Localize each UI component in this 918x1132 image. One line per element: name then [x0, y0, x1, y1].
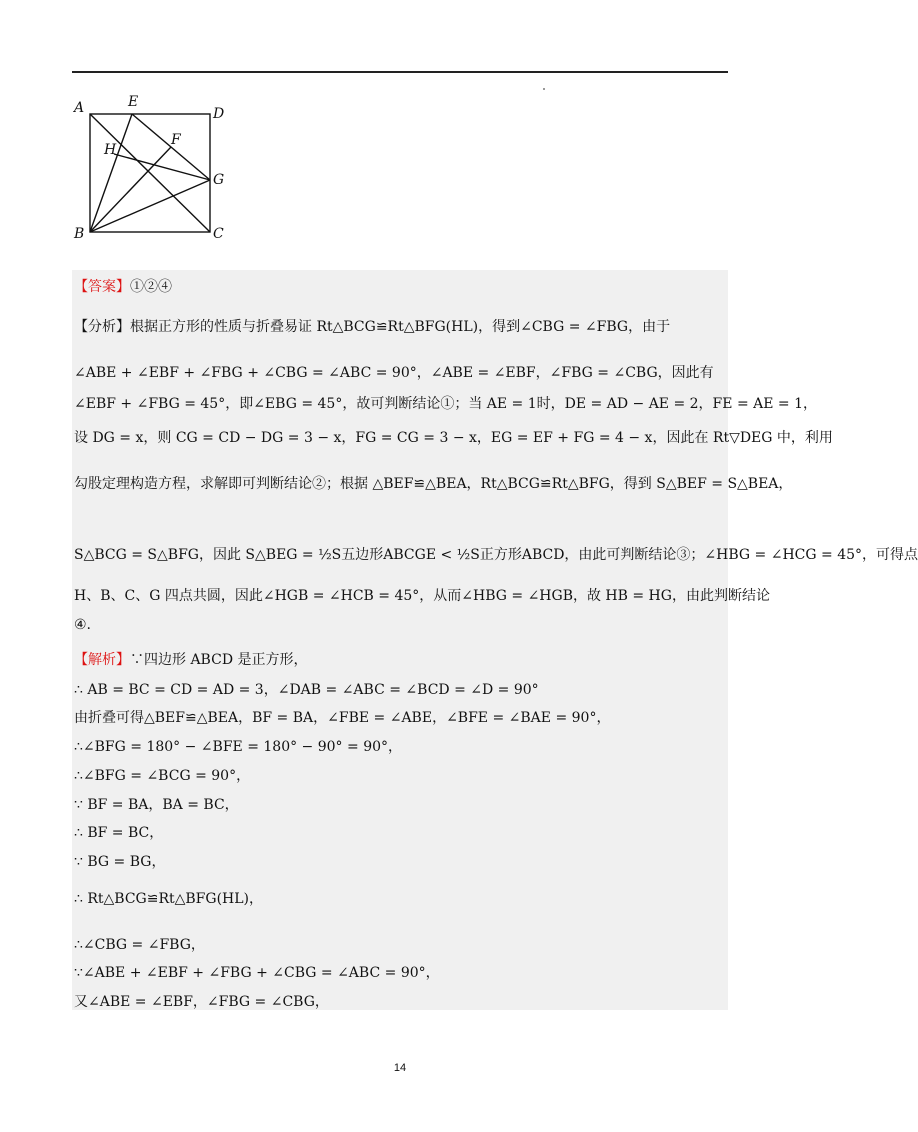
segment-bg — [90, 180, 210, 232]
label-h: H — [104, 142, 117, 158]
solution-line-12: 又∠ABE = ∠EBF，∠FBG = ∠CBG， — [74, 994, 329, 1010]
solution-line-10: ∴∠CBG = ∠FBG， — [74, 937, 205, 953]
solution-line-2: ∴ AB = BC = CD = AD = 3，∠DAB = ∠ABC = ∠BCD = ∠D = 90° — [74, 682, 539, 698]
geometry-figure — [70, 92, 240, 250]
solution-line-4: ∴∠BFG = 180° − ∠BFE = 180° − 90° = 90°， — [74, 739, 403, 755]
analysis-line-8: ④. — [74, 617, 92, 633]
label-f: F — [171, 132, 181, 148]
segment-bf — [90, 147, 171, 232]
solution-tag: 【解析】 — [74, 652, 130, 668]
answer-tag: 【答案】 — [74, 279, 130, 295]
answer-line — [74, 276, 172, 296]
label-g: G — [213, 172, 225, 188]
analysis-line-5: 勾股定理构造方程，求解即可判断结论②；根据 △BEF≌△BEA，Rt△BCG≌Rt△BFG，得到 S△BEF = S△BEA， — [74, 476, 793, 492]
solution-line-6: ∵ BF = BA，BA = BC， — [74, 797, 239, 813]
solution-line-11: ∵∠ABE + ∠EBF + ∠FBG + ∠CBG = ∠ABC = 90°， — [74, 965, 440, 981]
solution-line-3: 由折叠可得△BEF≌△BEA，BF = BA，∠FBE = ∠ABE，∠BFE = ∠BAE = 90°， — [74, 710, 611, 726]
label-e: E — [128, 94, 139, 110]
diagonal-ac — [90, 114, 210, 232]
analysis-line-6: S△BCG = S△BFG，因此 S△BEG = ½S五边形ABCGE < ½S正方形ABCD，由此可判断结论③；∠HBG = ∠HCG = 45°，可得点 — [74, 547, 918, 563]
header-rule — [72, 71, 728, 73]
answer-text: ①②④ — [130, 279, 172, 295]
label-c: C — [213, 226, 224, 242]
label-d: D — [213, 106, 225, 122]
analysis-tag: 【分析】 — [74, 319, 130, 335]
page-number: 14 — [393, 1062, 407, 1074]
analysis-line-4: 设 DG = x，则 CG = CD − DG = 3 − x，FG = CG = 3 − x，EG = EF + FG = 4 − x，因此在 Rt▽DEG 中，利用 — [74, 430, 833, 446]
solution-line-1: 【解析】∵四边形 ABCD 是正方形， — [74, 652, 308, 668]
solution-line-9: ∴ Rt△BCG≌Rt△BFG(HL)， — [74, 891, 264, 907]
analysis-line-2: ∠ABE + ∠EBF + ∠FBG + ∠CBG = ∠ABC = 90°，∠ABE = ∠EBF，∠FBG = ∠CBG，因此有 — [74, 365, 714, 381]
analysis-line-3: ∠EBF + ∠FBG = 45°，即∠EBG = 45°，故可判断结论①；当 AE = 1时，DE = AD − AE = 2，FE = AE = 1， — [74, 396, 817, 412]
solution-line-7: ∴ BF = BC， — [74, 825, 164, 841]
square-diagram — [70, 92, 240, 250]
analysis-line-7: H、B、C、G 四点共圆，因此∠HGB = ∠HCB = 45°，从而∠HBG = ∠HGB，故 HB = HG，由此判断结论 — [74, 588, 770, 604]
analysis-line-1: 【分析】根据正方形的性质与折叠易证 Rt△BCG≌Rt△BFG(HL)，得到∠CBG = ∠FBG，由于 — [74, 319, 671, 335]
label-a: A — [74, 100, 85, 116]
label-b: B — [74, 226, 85, 242]
solution-line-5: ∴∠BFG = ∠BCG = 90°， — [74, 768, 251, 784]
segment-be — [90, 114, 132, 232]
solution-line-8: ∵ BG = BG， — [74, 854, 166, 870]
speck — [543, 88, 545, 90]
